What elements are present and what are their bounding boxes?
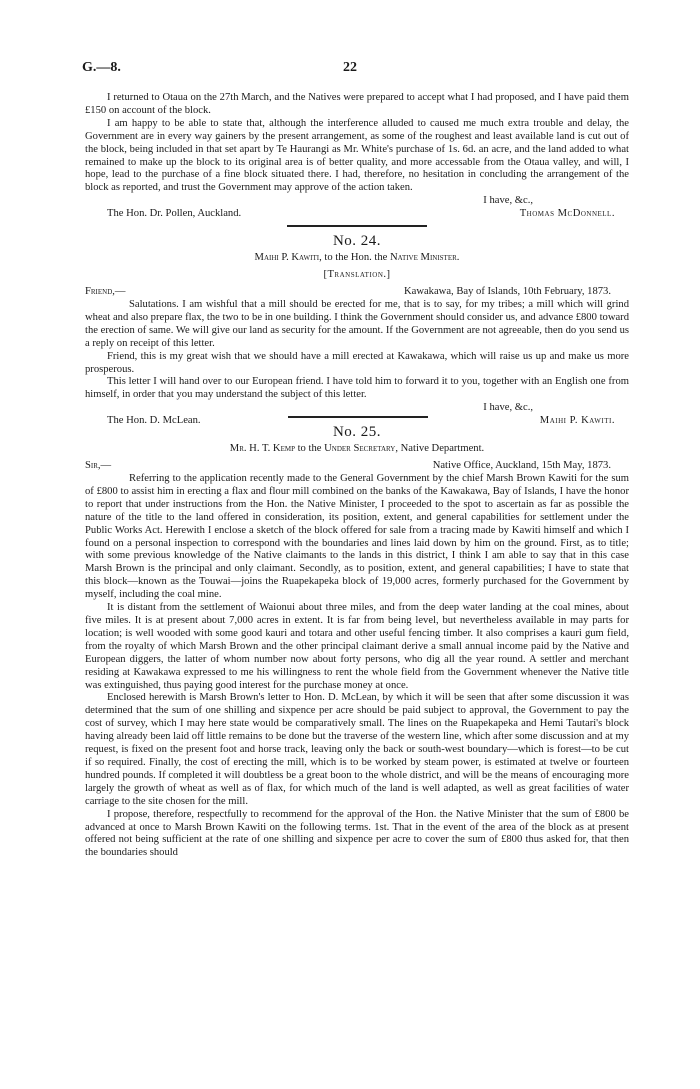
signature: Maihi P. Kawiti. xyxy=(539,415,615,427)
paragraph: Enclosed herewith is Marsh Brown's letter to Hon. D. McLean, by which it will be seen that after some discussion it was determined that the sum of one shilling and sixpence per acre should be paid subject to approval, the Government to pay the cost of survey, which I may here state would be comparatively small. The lines on the Ruapekapeka and Hemi Tautari's block having already been laid off little remains to be done but the traverse of the western line, which after some discussion and at my request, is fixed on the present foot and horse track, leaving only the back or south-west boundary—which is forest—to be cut if so required. Finally, the cost of erecting the mill, which is to be worked by steam power, is estimated at twelve or fourteen hundred pounds. If completed it will doubtless be a great boon to the whole district, and will be the means of encouraging more largely the growth of wheat as well as of flax, for which much of the land is well adapted, as well as great facilities of water carriage to the site chosen for the mill. xyxy=(85,692,629,807)
signature: Thomas McDonnell. xyxy=(519,208,615,220)
place-date: Kawakawa, Bay of Islands, 10th February, 1873. xyxy=(403,285,611,297)
salutation: Sir,— xyxy=(85,460,112,472)
letter-heading xyxy=(85,443,629,456)
paragraph: It is distant from the settlement of Waionui about three miles, and from the deep water landing at the coal mines, about five miles. It is at present about 7,000 acres in extent. It is far from being level, but nevertheless available in may parts for location; is well wooded with some good kauri and totara and other useful fencing timber. It also comprises a kauri gum field, from the royalty of which Marsh Brown and the other principal claimant derive a small annual income paid by the Native and European diggers, the latter of whom number now about forty persons, who dig all the year round. A settler and merchant residing at Kawakawa expressed to me his willingness to rent the whole field from the Government whenever the Native title was extinguished, thus paying good interest for the purchase money at once. xyxy=(85,602,629,691)
letter-sender: Maihi P. Kawiti xyxy=(254,252,320,264)
salutation-line xyxy=(85,286,629,299)
paragraph: Salutations. I am wishful that a mill should be erected for me, that is to say, for my tribes; a mill which will grind wheat and also prepare flax, the two to be in one building. I think the Government should consider us, and advance £800 toward the erection of same. We will give our land as security for the amount. If the Government are not agreeable, then do you send us a reply on receipt of this letter. xyxy=(85,298,629,349)
heading-connector: to the xyxy=(294,443,325,455)
signature-block xyxy=(85,195,629,221)
paper-reference: G.—8. xyxy=(82,60,121,75)
paragraph: I returned to Otaua on the 27th March, and the Natives were prepared to accept what I had proposed, and I have paid them £150 on account of the block. xyxy=(85,92,629,116)
closing: I have, &c., xyxy=(483,195,533,207)
letter-number: No. 24. xyxy=(332,233,382,250)
page-number: 22 xyxy=(343,60,357,75)
place-date: Native Office, Auckland, 15th May, 1873. xyxy=(432,460,611,472)
addressee: The Hon. D. McLean. xyxy=(107,415,201,427)
letter-number: No. 25. xyxy=(332,424,382,441)
section-divider xyxy=(287,225,427,227)
closing: I have, &c., xyxy=(483,402,533,414)
paragraph: I am happy to be able to state that, although the interference alluded to caused me much extra trouble and delay, the Government are in every way gainers by the present arrangement, as some of the roughest and least available land is cut out of the block, being included in that set apart by Te Haurangi as Mr. White's purchase of 1s. 6d. an acre, and the land added to what remained to make up the block to its original area is of better quality, and more accessable from the Otaua valley, and will, I hope, lead to the purchase of a fine block situated there. I had, therefore, no hesitation in concluding the arrangement of the block as reported, and trust the Government may approve of the action taken. xyxy=(85,117,629,194)
letter-heading xyxy=(85,252,629,265)
paragraph: This letter I will hand over to our European friend. I have told him to forward it to you, together with an English one from himself, in order that you may understand the subject of this letter. xyxy=(85,376,629,401)
salutation: Friend,— xyxy=(85,285,126,297)
paragraph: I propose, therefore, respectfully to recommend for the approval of the Hon. the Native Minister that the sum of £800 be advanced at once to Marsh Brown Kawiti on the following terms. 1st. That in the event of the area of the block as at present offered not being sufficient at the rate of one shilling and sixpence per acre to cover the sum of £800 thus asked for, that then the boundaries should xyxy=(85,808,629,859)
letter-recipient: Under Secretary xyxy=(324,443,396,455)
heading-connector: , to the Hon. the xyxy=(319,252,391,264)
heading-suffix: , Native Department. xyxy=(395,443,485,455)
page-header xyxy=(82,60,618,82)
letter-recipient: Native Minister. xyxy=(390,252,460,264)
letter-sender: Mr. H. T. Kemp xyxy=(229,443,295,455)
translation-note: [Translation.] xyxy=(323,269,391,281)
addressee: The Hon. Dr. Pollen, Auckland. xyxy=(107,208,242,220)
document-body xyxy=(85,92,629,860)
paragraph: Friend, this is my great wish that we should have a mill erected at Kawakawa, which will raise us up and make us more prosperous. xyxy=(85,350,629,375)
salutation-line xyxy=(85,460,629,473)
paragraph: Referring to the application recently made to the General Government by the chief Marsh Brown Kawiti for the sum of £800 to assist him in erecting a flax and flour mill combined on the banks of the Kawakawa, Bay of Islands, I have the honor to report that under instructions from the Hon. the Native Minister, I proceeded to the spot to ascertain as far as possible the nature of the title to the land offered in consideration, its position, extent, and general capabilities for settlement under the Public Works Act. Herewith I enclose a sketch of the block offered for sale from a tracing made by Kawiti himself and which I found on a personal inspection to correspond with the boundaries and lines laid down by him on the ground. First, as to title; with some previous knowledge of the Native claimants to the lands in this district, I think I am able to say that in this case Marsh Brown is the principal and only claimant. Secondly, as to position, extent, and general capabilities; I have to state that this block—known as the Touwai—joins the Ruapekapeka block of 19,000 acres, formerly purchased for the Government by myself, including the coal mine. xyxy=(85,473,629,601)
signature-block xyxy=(85,402,629,428)
